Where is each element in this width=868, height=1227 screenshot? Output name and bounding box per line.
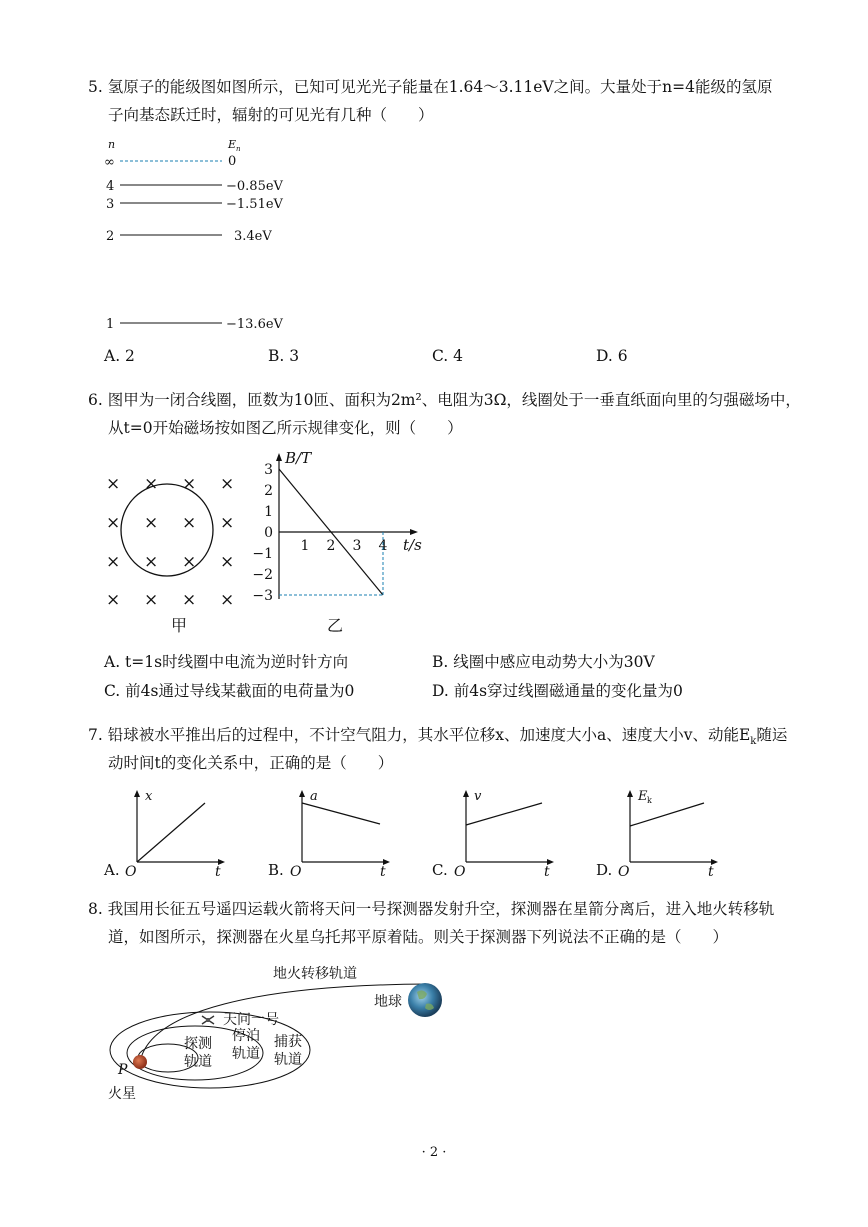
graph-a-xlabel: t — [215, 864, 221, 880]
field-cross: × — [182, 590, 197, 610]
level-3-n: 3 — [106, 197, 115, 212]
q7-line1-tail: 随运 — [756, 726, 788, 744]
field-cross: × — [182, 474, 197, 494]
level-2-energy: 3.4eV — [234, 229, 272, 244]
graph-c-ylabel: v — [474, 789, 482, 804]
field-cross: × — [144, 552, 159, 572]
graph-b-ylabel: a — [310, 789, 318, 804]
field-cross: × — [106, 552, 121, 572]
field-cross: × — [144, 474, 159, 494]
level-2-n: 2 — [106, 229, 115, 244]
x-axis-label: t/s — [403, 536, 422, 554]
q6-option-c: C. 前4s通过导线某截面的电荷量为0 — [104, 682, 355, 700]
field-cross: × — [220, 474, 235, 494]
q5-option-c: C. 4 — [432, 347, 464, 365]
graph-b-origin: O — [290, 864, 302, 880]
level-1-energy: −13.6eV — [226, 317, 283, 332]
q7-line1-sub: k — [750, 736, 757, 748]
level-inf-n: ∞ — [104, 155, 115, 170]
q8-text-line1: 8. 我国用长征五号遥四运载火箭将天问一号探测器发射升空，探测器在星箭分离后，进入地火转移轨 — [88, 900, 775, 918]
field-cross: × — [220, 513, 235, 533]
q5-option-a: A. 2 — [104, 347, 135, 365]
park-label-1: 停泊 — [232, 1028, 260, 1044]
earth-label: 地球 — [374, 994, 402, 1010]
level-1-n: 1 — [106, 317, 115, 332]
probe-icon — [202, 1016, 214, 1024]
fig-a-label: 甲 — [171, 616, 188, 635]
graph-a-origin: O — [125, 864, 137, 880]
q7-line1-main: 7. 铅球被水平推出后的过程中，不计空气阻力，其水平位移x、加速度大小a、速度大小v、动能E — [88, 726, 751, 744]
q6-text-line1: 6. 图甲为一闭合线圈，匝数为10匝、面积为2m²、电阻为3Ω，线圈处于一垂直纸面向里的匀强磁场中， — [88, 391, 801, 409]
capture-label-1: 捕获 — [274, 1034, 302, 1050]
y-tick-label: −2 — [252, 567, 273, 583]
x-tick-label: 4 — [378, 538, 388, 554]
y-tick-label: 3 — [264, 462, 273, 478]
park-label-2: 轨道 — [232, 1046, 260, 1062]
level-4-n: 4 — [106, 179, 115, 194]
level-4-energy: −0.85eV — [226, 179, 283, 194]
field-cross: × — [106, 590, 121, 610]
field-cross: × — [106, 474, 121, 494]
point-p-label: P — [118, 1062, 128, 1078]
x-tick-label: 2 — [326, 538, 336, 554]
y-tick-label: −3 — [252, 588, 273, 604]
q5-option-b: B. 3 — [268, 347, 300, 365]
graph-d-ylabel-sub: k — [647, 796, 652, 805]
earth-globe — [408, 983, 442, 1017]
detect-label-2: 轨道 — [184, 1054, 212, 1070]
q8-text-line2: 道，如图所示，探测器在火星乌托邦平原着陆。则关于探测器下列说法不正确的是（ ） — [108, 928, 729, 946]
q6-option-b: B. 线圈中感应电动势大小为30V — [432, 653, 655, 671]
q7-text-line2: 动时间t的变化关系中，正确的是（ ） — [108, 754, 394, 772]
graph-c-xlabel: t — [544, 864, 550, 880]
field-cross: × — [220, 552, 235, 572]
y-tick-label: 1 — [264, 504, 273, 520]
field-cross: × — [220, 590, 235, 610]
level-inf-energy: 0 — [228, 154, 237, 169]
graph-c-origin: O — [454, 864, 466, 880]
x-tick-label: 3 — [352, 538, 362, 554]
e-axis-label-sub: n — [236, 145, 241, 153]
level-3-energy: −1.51eV — [226, 197, 283, 212]
y-tick-label: 2 — [264, 483, 273, 499]
q5-text-line1: 5. 氢原子的能级图如图所示，已知可见光光子能量在1.64～3.11eV之间。大量处于n=4能级的氢原 — [88, 78, 773, 96]
mars-label: 火星 — [108, 1086, 136, 1102]
field-cross: × — [144, 513, 159, 533]
graph-a-ylabel: x — [145, 789, 153, 804]
q5-option-d: D. 6 — [596, 347, 628, 365]
graph-a-letter: A. — [104, 861, 120, 879]
graph-c-letter: C. — [432, 861, 448, 879]
x-tick-label: 1 — [300, 538, 310, 554]
field-cross: × — [182, 552, 197, 572]
y-axis-label: B/T — [285, 449, 312, 467]
field-cross: × — [106, 513, 121, 533]
fig-b-label: 乙 — [327, 616, 344, 635]
graph-d-origin: O — [618, 864, 630, 880]
y-tick-label: 0 — [264, 525, 273, 541]
q6-text-line2: 从t=0开始磁场按如图乙所示规律变化，则（ ） — [108, 419, 463, 437]
detect-label-1: 探测 — [184, 1036, 212, 1052]
page-number: · 2 · — [421, 1145, 447, 1160]
y-tick-label: −1 — [252, 546, 273, 562]
graph-b-letter: B. — [268, 861, 284, 879]
field-cross: × — [144, 590, 159, 610]
q6-option-a: A. t=1s时线圈中电流为逆时针方向 — [104, 653, 349, 671]
graph-d-letter: D. — [596, 861, 613, 879]
q6-option-d: D. 前4s穿过线圈磁通量的变化量为0 — [432, 682, 683, 700]
transfer-orbit-label: 地火转移轨道 — [273, 966, 357, 982]
q5-text-line2: 子向基态跃迁时，辐射的可见光有几种（ ） — [108, 106, 434, 124]
probe-label: 天问一号 — [223, 1012, 279, 1028]
capture-label-2: 轨道 — [274, 1052, 302, 1068]
n-axis-label: n — [108, 138, 116, 151]
e-axis-label: E — [228, 138, 237, 151]
graph-d-xlabel: t — [708, 864, 714, 880]
mars-planet — [133, 1055, 147, 1069]
graph-d-ylabel: E — [638, 789, 648, 804]
field-cross: × — [182, 513, 197, 533]
graph-b-xlabel: t — [380, 864, 386, 880]
